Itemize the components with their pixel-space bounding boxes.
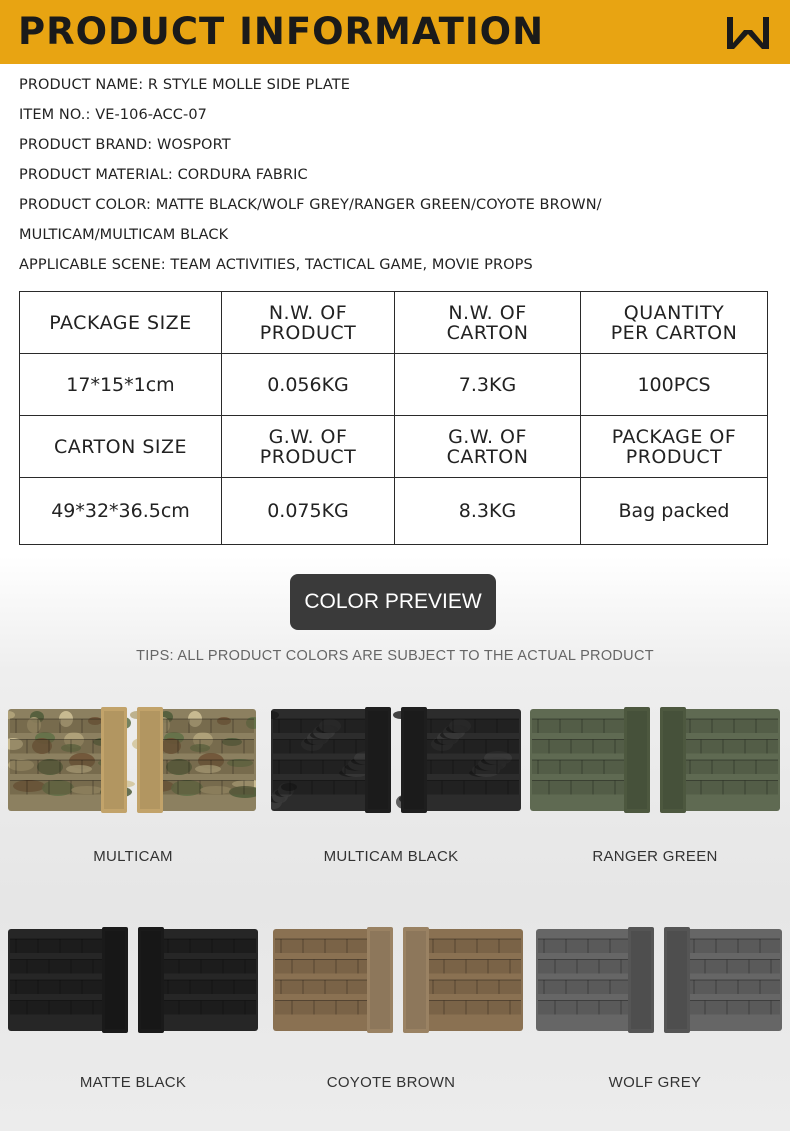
table-cell: Bag packed xyxy=(581,478,768,545)
spec-table xyxy=(19,291,768,545)
applicable-scene: APPLICABLE SCENE: TEAM ACTIVITIES, TACTICAL GAME, MOVIE PROPS xyxy=(19,257,533,273)
color-label-coyote-brown: COYOTE BROWN xyxy=(326,1074,456,1091)
ranger-green-product-image xyxy=(530,705,780,815)
table-cell: 100PCS xyxy=(581,354,768,416)
header-bar xyxy=(0,0,790,64)
table-cell: 0.075KG xyxy=(222,478,395,545)
table-cell: 17*15*1cm xyxy=(20,354,222,416)
color-label-matte-black: MATTE BLACK xyxy=(79,1074,187,1091)
table-header-cell: QUANTITY PER CARTON xyxy=(581,292,768,354)
color-tips-text: TIPS: ALL PRODUCT COLORS ARE SUBJECT TO THE ACTUAL PRODUCT xyxy=(136,648,654,664)
side-plate-illustration xyxy=(536,925,782,1035)
color-preview-button[interactable]: COLOR PREVIEW xyxy=(290,574,496,630)
table-cell: 0.056KG xyxy=(222,354,395,416)
coyote-brown-product-image xyxy=(273,925,523,1035)
table-cell: 8.3KG xyxy=(395,478,581,545)
side-plate-illustration xyxy=(271,705,521,815)
table-header-cell: CARTON SIZE xyxy=(20,416,222,478)
table-header-cell: N.W. OF PRODUCT xyxy=(222,292,395,354)
side-plate-illustration xyxy=(530,705,780,815)
color-preview-section xyxy=(0,556,790,1131)
table-cell: 7.3KG xyxy=(395,354,581,416)
color-label-wolf-grey: WOLF GREY xyxy=(608,1074,702,1091)
product-brand: PRODUCT BRAND: WOSPORT xyxy=(19,137,231,153)
table-cell: 49*32*36.5cm xyxy=(20,478,222,545)
product-color: PRODUCT COLOR: MATTE BLACK/WOLF GREY/RANGER GREEN/COYOTE BROWN/ xyxy=(19,197,602,213)
brand-logo-icon xyxy=(724,14,772,52)
wolf-grey-product-image xyxy=(536,925,782,1035)
page-title: PRODUCT INFORMATION xyxy=(18,10,545,53)
product-material: PRODUCT MATERIAL: CORDURA FABRIC xyxy=(19,167,308,183)
multicam-product-image xyxy=(8,705,256,815)
table-header-cell: G.W. OF CARTON xyxy=(395,416,581,478)
table-header-cell: PACKAGE SIZE xyxy=(20,292,222,354)
side-plate-illustration xyxy=(8,925,258,1035)
color-label-multicam-black: MULTICAM BLACK xyxy=(323,848,459,865)
side-plate-illustration xyxy=(273,925,523,1035)
table-row xyxy=(20,416,768,478)
item-number: ITEM NO.: VE-106-ACC-07 xyxy=(19,107,207,123)
table-header-cell: G.W. OF PRODUCT xyxy=(222,416,395,478)
product-color-continued: MULTICAM/MULTICAM BLACK xyxy=(19,227,229,243)
table-row xyxy=(20,354,768,416)
matte-black-product-image xyxy=(8,925,258,1035)
side-plate-illustration xyxy=(8,705,256,815)
table-row xyxy=(20,292,768,354)
product-info-list xyxy=(19,70,779,280)
color-label-ranger-green: RANGER GREEN xyxy=(592,848,718,865)
product-name: PRODUCT NAME: R STYLE MOLLE SIDE PLATE xyxy=(19,77,351,93)
table-row xyxy=(20,478,768,545)
table-header-cell: N.W. OF CARTON xyxy=(395,292,581,354)
multicam-black-product-image xyxy=(271,705,521,815)
table-header-cell: PACKAGE OF PRODUCT xyxy=(581,416,768,478)
color-label-multicam: MULTICAM xyxy=(93,848,173,865)
